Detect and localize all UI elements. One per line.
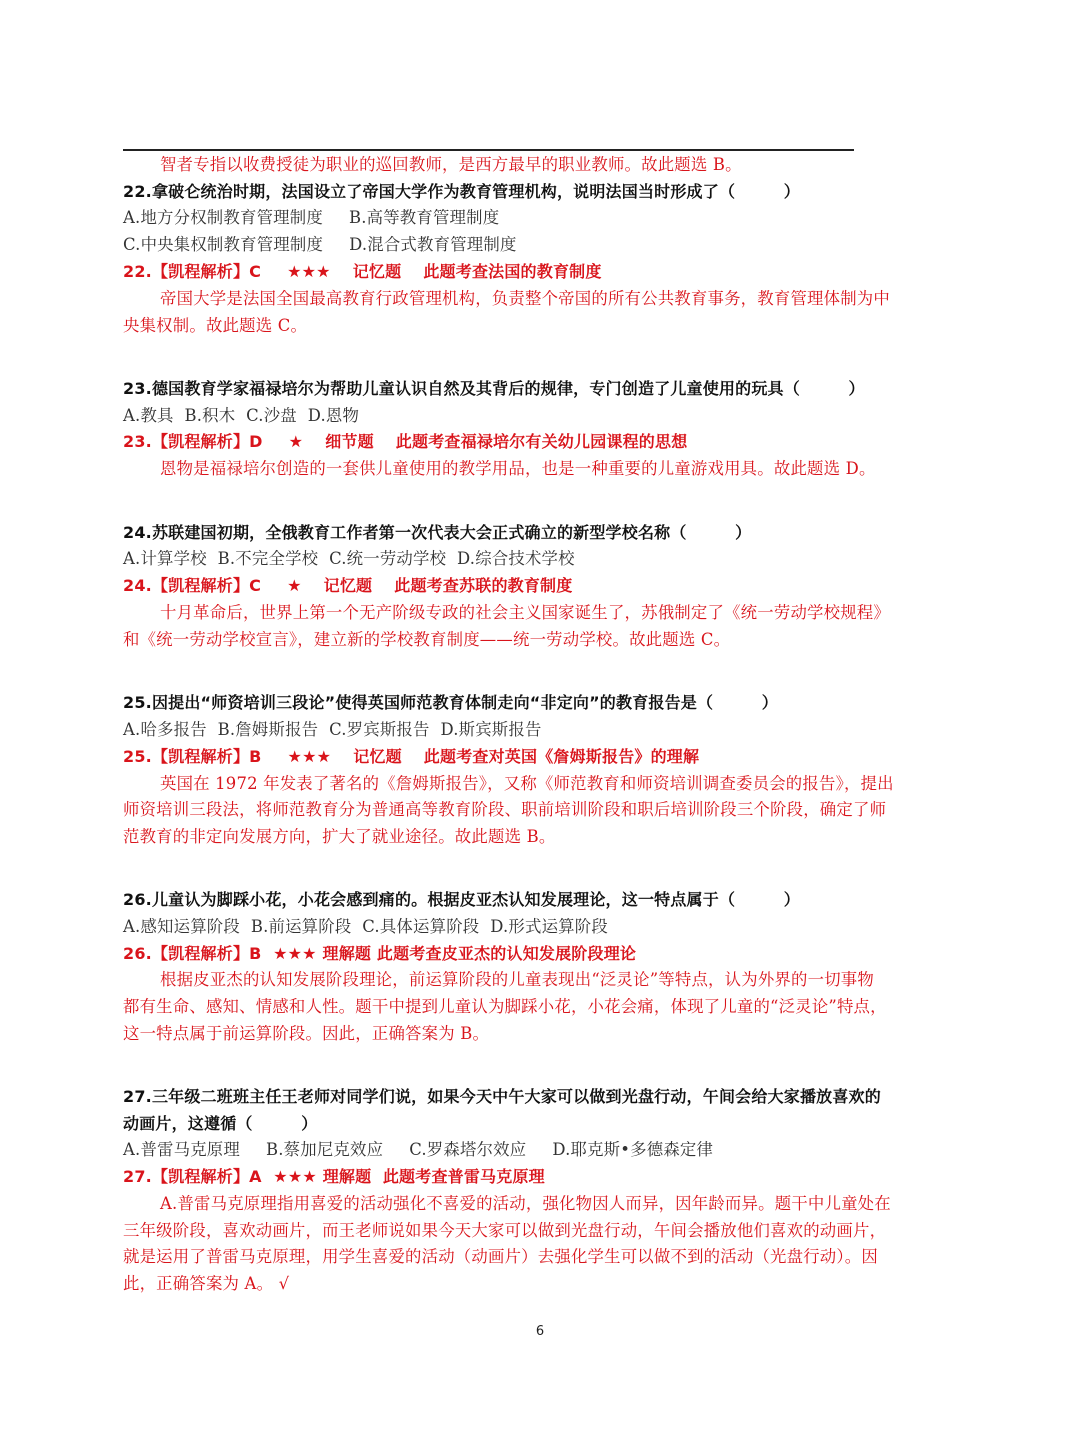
question-22: 22.拿破仑统治时期，法国设立了帝国大学作为教育管理机构，说明法国当时形成了（ ） [123,182,800,201]
explanation-22-line2: 央集权制。故此题选 C。 [123,316,308,335]
intro-text: 智者专指以收费授徒为职业的巡回教师，是西方最早的职业教师。故此题选 B。 [160,155,742,174]
option-25-b: B.詹姆斯报告 [217,720,319,739]
answer-26-stars: ★★★ [273,944,317,963]
answer-27-topic: 此题考查普雷马克原理 [382,1167,545,1186]
explanation-23-line1: 恩物是福禄培尔创造的一套供儿童使用的教学用品，也是一种重要的儿童游戏用具。故此题选 D。 [160,459,876,478]
explanation-27-line2: 三年级阶段，喜欢动画片，而王老师说如果今天大家可以做到光盘行动，午间会播放他们喜欢的动画片， [123,1221,887,1240]
question-23: 23.德国教育学家福禄培尔为帮助儿童认识自然及其背后的规律，专门创造了儿童使用的玩具（ ） [123,379,865,398]
answer-22-type: 记忆题 [352,262,402,281]
options-26 [123,916,608,938]
question-26: 26.儿童认为脚踩小花，小花会感到痛的。根据皮亚杰认知发展理论，这一特点属于（ ） [123,890,800,909]
answer-23-header [123,431,687,453]
option-25-d: D.斯宾斯报告 [440,720,542,739]
option-27-c: C.罗森塔尔效应 [409,1140,527,1159]
explanation-27-line1: A.普雷马克原理指用喜爱的活动强化不喜爱的活动，强化物因人而异，因年龄而异。题干中儿童处在 [160,1194,891,1213]
option-24-b: B.不完全学校 [217,549,319,568]
question-24: 24.苏联建国初期，全俄教育工作者第一次代表大会正式确立的新型学校名称（ ） [123,523,752,542]
answer-24-type: 记忆题 [323,576,373,595]
answer-27-header [123,1166,545,1188]
answer-25-type: 记忆题 [353,747,402,766]
answer-25-topic: 此题考查对英国《詹姆斯报告》的理解 [423,747,700,766]
answer-26-header [123,943,636,965]
explanation-26-line1: 根据皮亚杰的认知发展阶段理论，前运算阶段的儿童表现出“泛灵论”等特点，认为外界的一切事物 [160,970,874,989]
option-24-a: A.计算学校 [123,549,207,568]
question-27-line2: 动画片，这遵循（ ） [123,1114,318,1133]
question-27-line1: 27.三年级二班班主任王老师对同学们说，如果今天中午大家可以做到光盘行动，午间会给大家播放喜欢的 [123,1087,881,1106]
answer-23-label: 23.【凯程解析】D [123,432,263,451]
option-26-d: D.形式运算阶段 [490,917,608,936]
option-24-d: D.综合技术学校 [457,549,575,568]
option-22-a: A.地方分权制教育管理制度 [123,208,323,227]
option-26-a: A.感知运算阶段 [123,917,240,936]
option-22-c: C.中央集权制教育管理制度 [123,235,324,254]
answer-23-stars: ★ [288,432,304,451]
answer-27-label: 27.【凯程解析】A [123,1167,262,1186]
answer-24-label: 24.【凯程解析】C [123,576,262,595]
explanation-27-line4: 此，正确答案为 A。 √ [123,1274,290,1293]
explanation-22-line1: 帝国大学是法国全国最高教育行政管理机构，负责整个帝国的所有公共教育事务，教育管理体制为中 [160,289,890,308]
answer-22-header [123,261,602,283]
option-24-c: C.统一劳动学校 [329,549,447,568]
answer-24-stars: ★ [287,576,302,595]
option-23-a: A.教具 [123,406,174,425]
option-27-d: D.耶克斯•多德森定律 [552,1140,714,1159]
answer-23-topic: 此题考查福禄培尔有关幼儿园课程的思想 [395,432,688,451]
options-22-row1 [123,207,499,229]
explanation-27-line3: 就是运用了普雷马克原理，用学生喜爱的活动（动画片）去强化学生可以做不到的活动（光盘行动）。因 [123,1247,878,1266]
options-25 [123,719,542,741]
options-27 [123,1139,713,1161]
option-22-d: D.混合式教育管理制度 [349,235,517,254]
option-23-d: D.恩物 [307,406,360,425]
answer-26-topic: 此题考查皮亚杰的认知发展阶段理论 [376,944,637,963]
option-27-a: A.普雷马克原理 [123,1140,240,1159]
option-23-c: C.沙盘 [246,406,297,425]
explanation-26-line3: 这一特点属于前运算阶段。因此，正确答案为 B。 [123,1024,490,1043]
explanation-24-line1: 十月革命后，世界上第一个无产阶级专政的社会主义国家诞生了，苏俄制定了《统一劳动学校规程》 [160,603,890,622]
answer-22-label: 22.【凯程解析】C [123,262,262,281]
explanation-25-line1: 英国在 1972 年发表了著名的《詹姆斯报告》，又称《师范教育和师资培训调查委员会的报告》，提出 [160,774,894,793]
answer-23-type: 细节题 [325,432,374,451]
explanation-25-line2: 师资培训三段法，将师范教育分为普通高等教育阶段、职前培训阶段和职后培训阶段三个阶段，确定了师 [123,800,887,819]
header-rule [123,149,854,151]
explanation-24-line2: 和《统一劳动学校宣言》，建立新的学校教育制度——统一劳动学校。故此题选 C。 [123,630,731,649]
answer-25-header [123,746,699,768]
answer-27-stars: ★★★ [273,1167,317,1186]
answer-27-type: 理解题 [322,1167,372,1186]
option-26-b: B.前运算阶段 [250,917,352,936]
page-number: 6 [535,1324,545,1339]
answer-25-label: 25.【凯程解析】B [123,747,262,766]
answer-24-topic: 此题考查苏联的教育制度 [394,576,573,595]
option-26-c: C.具体运算阶段 [362,917,480,936]
answer-22-stars: ★★★ [287,262,331,281]
question-25: 25.因提出“师资培训三段论”使得英国师范教育体制走向“非定向”的教育报告是（ ） [123,693,779,712]
explanation-25-line3: 范教育的非定向发展方向，扩大了就业途径。故此题选 B。 [123,827,556,846]
answer-26-label: 26.【凯程解析】B [123,944,262,963]
option-25-a: A.哈多报告 [123,720,207,739]
option-23-b: B.积木 [184,406,236,425]
answer-22-topic: 此题考查法国的教育制度 [423,262,602,281]
options-24 [123,548,575,570]
options-23 [123,405,359,427]
options-22-row2 [123,234,517,256]
answer-25-stars: ★★★ [287,747,332,766]
option-22-b: B.高等教育管理制度 [348,208,500,227]
option-27-b: B.蔡加尼克效应 [266,1140,384,1159]
answer-24-header [123,575,572,597]
answer-26-type: 理解题 [322,944,372,963]
explanation-26-line2: 都有生命、感知、情感和人性。题干中提到儿童认为脚踩小花，小花会痛，体现了儿童的“泛灵论”特点， [123,997,887,1016]
option-25-c: C.罗宾斯报告 [329,720,430,739]
